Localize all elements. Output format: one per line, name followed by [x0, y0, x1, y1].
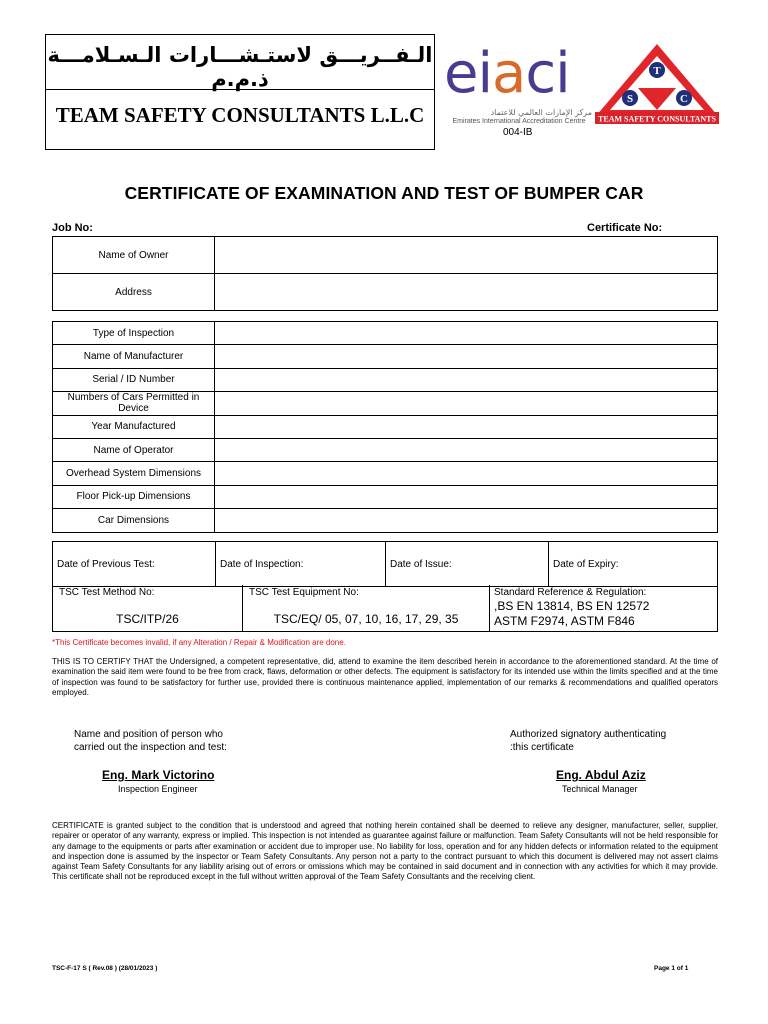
date-issue-label: Date of Issue: [390, 558, 452, 570]
table-row [53, 509, 718, 532]
table-row [53, 462, 718, 485]
table-row [53, 542, 718, 587]
equipment-details-table [52, 321, 718, 533]
serial-id-label: Serial / ID Number [53, 368, 215, 391]
standard-reference-label: Standard Reference & Regulation: [494, 587, 647, 598]
company-name-arabic: الـفــريـــق لاستـشـــارات الـسـلامـــة ذ.م.م [47, 43, 433, 91]
date-issue-cell[interactable] [386, 542, 549, 587]
car-dimensions-label: Car Dimensions [53, 509, 215, 532]
form-revision-code: TSC-F-17 S ( Rev.08 ) (28/01/2023 ) [52, 965, 158, 972]
standard-line-1: ,BS EN 13814, BS EN 12572 [494, 599, 650, 613]
test-method-label: TSC Test Method No: [59, 587, 155, 598]
inspector-caption-line-2: carried out the inspection and test: [74, 742, 227, 753]
signatory-name: Eng. Abdul Aziz [556, 768, 646, 782]
table-row [53, 345, 718, 368]
owner-name-label: Name of Owner [53, 237, 215, 274]
eiac-english-line: Emirates International Accreditation Centre [452, 118, 586, 125]
standard-reference-cell [489, 585, 717, 631]
year-manufactured-field[interactable] [215, 415, 718, 438]
job-no-label: Job No: [52, 222, 93, 234]
car-dimensions-field[interactable] [215, 509, 718, 532]
accreditation-code: 004-IB [503, 127, 533, 138]
tsc-logo [594, 42, 720, 126]
floor-pickup-dimensions-field[interactable] [215, 485, 718, 508]
table-row [53, 237, 718, 274]
disclaimer-text: CERTIFICATE is granted subject to the condition that is understood and agreed that nothing herein contained shall be deemed to relieve any designer, manufacturer, seller, supplier, repairer or operator of any warranty, express or implied. This inspection is not intended as guarantee against failure or malfunction. Team Safety Consultants will not be held responsible for any damage to the equipments or parts after examination or accident due to improper use. No liability for loss, operation and for any hidden defects or information related to the equipment and inspection done is assumed by the inspector or Team Safety Consultants. Any person not a party to the contract pursuant to which this document is delivered may not assert claims against Team Safety Consultants for any liability arising out of errors or omissions which may be contained in said document and in connection with any activities for which it may provide. This certificate shall not be reproduced except in the full without written approval of the Team Safety Consultants and the receiving client. [52, 821, 718, 882]
test-method-value: TSC/ITP/26 [116, 612, 179, 626]
type-of-inspection-field[interactable] [215, 322, 718, 345]
owner-name-field[interactable] [215, 237, 718, 274]
standard-line-2: ASTM F2974, ASTM F846 [494, 613, 635, 628]
table-row [53, 368, 718, 391]
certification-statement: THIS IS TO CERTIFY THAT the Undersigned, a competent representative, did, attend to examine the item described herein in accordance to the aforementioned standard. At the time of examination the said item were found to be free from crack, flaws, deformation or other defects. The equipment is satisfactory for its intended use within the limits specified and at the time of inspection was found to be satisfactory for further use, provided there is continuous maintenance applied, implementation of our remarks & recommendations and qualified operators employed. [52, 657, 718, 697]
eiac-logo-text: eiaci [444, 41, 570, 106]
company-header-box [45, 34, 435, 150]
manufacturer-label: Name of Manufacturer [53, 345, 215, 368]
invalidity-note: *This Certificate becomes invalid, if any Alteration / Repair & Modification are done. [52, 638, 346, 647]
signatory-role: Technical Manager [562, 784, 638, 794]
page-number: Page 1 of 1 [654, 965, 689, 972]
document-title: CERTIFICATE OF EXAMINATION AND TEST OF BUMPER CAR [124, 183, 644, 203]
serial-id-field[interactable] [215, 368, 718, 391]
certificate-no-label: Certificate No: [587, 222, 663, 234]
cars-permitted-field[interactable] [215, 392, 718, 415]
date-inspection-label: Date of Inspection: [220, 558, 304, 570]
header-divider [46, 89, 434, 90]
test-method-cell [53, 585, 242, 631]
overhead-dimensions-field[interactable] [215, 462, 718, 485]
eiac-arabic-line: مركز الإمارات العالمي للاعتماد [490, 108, 592, 117]
date-previous-test-cell[interactable] [53, 542, 216, 587]
test-method-row [52, 585, 718, 632]
address-label: Address [53, 274, 215, 311]
table-row [53, 274, 718, 311]
test-equipment-label: TSC Test Equipment No: [249, 587, 359, 598]
dates-table [52, 541, 718, 587]
operator-label: Name of Operator [53, 438, 215, 461]
address-field[interactable] [215, 274, 718, 311]
inspector-name: Eng. Mark Victorino [102, 768, 215, 782]
signatory-caption-line-1: Authorized signatory authenticating [510, 729, 667, 740]
table-row [53, 485, 718, 508]
date-inspection-cell[interactable] [216, 542, 386, 587]
tsc-logo-letter-s: S [626, 93, 634, 105]
floor-pickup-dimensions-label: Floor Pick-up Dimensions [53, 485, 215, 508]
table-row [53, 392, 718, 415]
signatory-caption [510, 728, 666, 754]
inspector-caption-line-1: Name and position of person who [74, 729, 223, 740]
test-equipment-value: TSC/EQ/ 05, 07, 10, 16, 17, 29, 35 [273, 612, 459, 626]
test-equipment-cell [242, 585, 489, 631]
date-expiry-label: Date of Expiry: [553, 558, 619, 570]
company-name: TEAM SAFETY CONSULTANTS L.L.C [55, 103, 425, 127]
inspector-caption [74, 728, 227, 754]
operator-field[interactable] [215, 438, 718, 461]
eiac-logo [442, 40, 592, 138]
tsc-logo-letter-c: C [680, 93, 688, 105]
tsc-logo-letter-t: T [653, 65, 661, 77]
cars-permitted-label: Numbers of Cars Permitted in Device [53, 392, 215, 415]
type-of-inspection-label: Type of Inspection [53, 322, 215, 345]
table-row [53, 415, 718, 438]
date-expiry-cell[interactable] [549, 542, 718, 587]
manufacturer-field[interactable] [215, 345, 718, 368]
table-row [53, 322, 718, 345]
signatory-caption-line-2: :this certificate [510, 742, 574, 753]
standard-reference-value [494, 599, 649, 628]
table-row [53, 438, 718, 461]
tsc-logo-banner-text: TEAM SAFETY CONSULTANTS [598, 114, 716, 124]
owner-details-table [52, 236, 718, 311]
overhead-dimensions-label: Overhead System Dimensions [53, 462, 215, 485]
date-previous-test-label: Date of Previous Test: [57, 558, 155, 570]
inspector-role: Inspection Engineer [118, 784, 198, 794]
year-manufactured-label: Year Manufactured [53, 415, 215, 438]
